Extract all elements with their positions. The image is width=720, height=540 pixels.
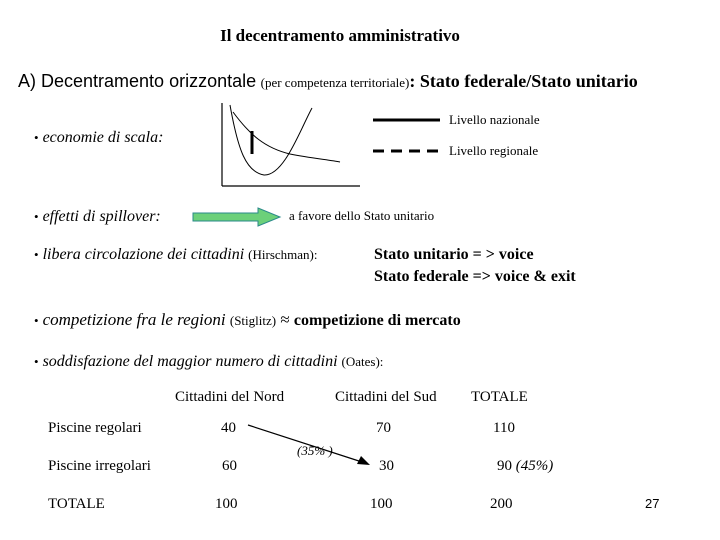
soddisfazione-paren: (Oates):	[341, 354, 384, 369]
soddisfazione-text: soddisfazione del maggior numero di cittadini	[42, 353, 338, 370]
bullet-spillover	[34, 208, 161, 226]
table-cell-sud: 70	[376, 420, 391, 436]
legend-national-label: Livello nazionale	[449, 112, 540, 127]
economie-scala-text: economie di scala:	[42, 129, 164, 146]
spillover-text: effetti di spillover:	[42, 208, 161, 225]
table-row-label: Piscine irregolari	[48, 458, 151, 474]
legend-regional-label: Livello regionale	[449, 143, 539, 158]
section-a-colon: :	[409, 71, 416, 91]
table-cell-sud: 100	[370, 496, 393, 512]
voice-federale: Stato federale => voice & exit	[374, 268, 576, 285]
u-shaped-cost-curve	[230, 105, 312, 175]
bullet-soddisfazione	[34, 353, 383, 371]
table-row-label: Piscine regolari	[48, 420, 142, 436]
bullet-economie-scala	[34, 129, 163, 147]
bullet-dot: •	[34, 209, 39, 224]
voice-unitario: Stato unitario = > voice	[374, 246, 534, 263]
approx-symbol: ≈	[280, 310, 290, 329]
table-header-totale: TOTALE	[471, 389, 528, 405]
table-cell-totale: 200	[490, 496, 513, 512]
declining-cost-curve	[233, 112, 340, 162]
table-arrow-head-icon	[357, 456, 370, 465]
table-cell-totale: 110	[493, 420, 515, 436]
table-arrow-note: (35% )	[297, 443, 333, 458]
slide-title: Il decentramento amministrativo	[220, 26, 460, 45]
section-a-result: Stato federale/Stato unitario	[419, 71, 638, 91]
table-cell-nord: 40	[221, 420, 236, 436]
spillover-arrow-icon	[193, 208, 280, 226]
bullet-competizione	[34, 310, 461, 330]
cost-curve-diagram	[222, 103, 360, 186]
page-number: 27	[645, 496, 660, 511]
bullet-dot: •	[34, 354, 39, 369]
bullet-dot: •	[34, 313, 39, 328]
section-a-prefix: A) Decentramento orizzontale	[18, 71, 257, 91]
bullet-dot: •	[34, 130, 39, 145]
table-cell-sud: 30	[379, 458, 394, 474]
competizione-text: competizione fra le regioni	[42, 310, 226, 329]
bullet-dot: •	[34, 247, 39, 262]
section-a-paren: (per competenza territoriale)	[260, 75, 410, 90]
competizione-result: competizione di mercato	[293, 312, 461, 329]
table-cell-nord: 100	[215, 496, 238, 512]
table-cell-nord: 60	[222, 458, 237, 474]
table-cell-totale	[497, 458, 553, 475]
competizione-paren: (Stiglitz)	[229, 313, 277, 328]
circolazione-text: libera circolazione dei cittadini	[42, 246, 245, 263]
spillover-note: a favore dello Stato unitario	[289, 208, 435, 223]
table-header-nord: Cittadini del Nord	[175, 389, 285, 405]
circolazione-paren: (Hirschman):	[248, 247, 318, 262]
table-row-label: TOTALE	[48, 496, 105, 512]
totale-irregolari-value: 90 (45%)	[497, 458, 554, 474]
bullet-circolazione	[34, 246, 317, 264]
table-header-sud: Cittadini del Sud	[335, 389, 437, 405]
